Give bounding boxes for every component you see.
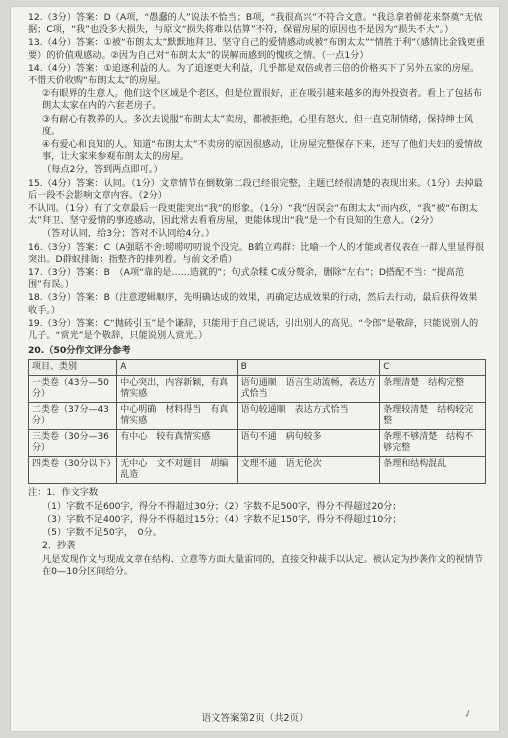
notes-copy-head: 2．抄袭 — [42, 540, 76, 552]
notes-copy-text: 凡是发现作文与现成文章在结构、立意等方面大量雷同的，直接交仲裁手以认定。被认定为抄袭作文的视情节在0—10分区间给分。 — [42, 553, 483, 577]
answer-14-item-4: ④有爱心和良知的人。知道“布朗太太”不卖房的原因很感动，让房屋完整保存下来，还写了他们夫妇的爱情故事，让大家来参观布朗太太的房屋。 — [42, 139, 483, 163]
table-cell: 中心突出，内容新颖，有真情实感 — [117, 376, 237, 403]
answer-14-head: 14.（4分）答案：①追逐利益的人。为了追逐更大利益，几乎都是双倍或者三倍的价格买下了另外五家的房屋。不惜天价收购“布朗太太”的房屋。 — [28, 62, 480, 87]
answer-14-item-3: ③有耐心有教养的人。多次去说服“布朗太太”卖房，都被拒绝，心里有怒火，但一直克制情绪，保持绅士风度。 — [42, 113, 474, 137]
page-footer: 语文答案第2页（共2页） — [201, 713, 309, 724]
table-cell: 条理不够清楚 结构不够完整 — [380, 430, 486, 457]
table-row — [29, 403, 486, 430]
table-cell: 条理较清楚 结构较完整 — [380, 403, 486, 430]
answer-17: 17.（3分）答案：B （A项“靠的是……造就的”；句式杂糅 C成分赘余，删除“左右”；D搭配不当：“提高范围”有误。） — [28, 267, 465, 291]
notes-line: （1）字数不足600字，得分不得超过30分；（2）字数不足500字，得分不得超过20分； — [42, 500, 402, 512]
answer-15-note: （答对认同，给3分；答对不认同给4分。） — [42, 228, 215, 240]
answer-18: 18.（3分）答案：B（注意逻辑顺序，先明确达成的效果，再确定达成效果的行动，然后去行动，最后获得效果收手。） — [28, 292, 478, 316]
table-header: 项目、类别 — [29, 360, 117, 376]
table-cell: 文理不通 语无伦次 — [237, 457, 380, 484]
answer-15-head: 15.（4分）答案：认同。（1分）文章情节在倒数第二段已经很完整，主题已经很清楚的表现出来。（1分）去掉最后一段不会影响文章内容。（2分） — [28, 177, 483, 201]
table-cell: 语句较通顺 表达方式恰当 — [237, 403, 380, 430]
answer-14-item-2: ②有眼界的生意人。他们这个区域是个老区，但是位置很好，正在吸引越来越多的海外投资者。看上了包括布朗太太家在内的六套老房子。 — [42, 88, 483, 112]
answer-15-body: 不认同。（1分）有了文章最后一段更能突出“我”的形象。（1分）“我”因误会“布朗太太”而内疚，“我”被“布朗太太”拜卫、坚守爱情的事迹感动，因此常去看看房屋，更能体现出“我”是一个有良知的生意人。（2分） — [28, 203, 478, 227]
table-cell: 条理和结构混乱 — [380, 457, 486, 484]
answer-16: 16.（3分）答案：C（A强聒不舍:唠唠叨叨说个没完。B鹤立鸡群：比喻一个人的才能或者仪表在一群人里显得很突出。D群蚁排衙：指整齐的排列着。与前文矛盾） — [28, 241, 485, 265]
table-cell: 有中心 较有真情实感 — [117, 430, 237, 457]
notes-head: 注：1．作文字数 — [28, 487, 99, 499]
answer-page — [10, 6, 500, 732]
table-cell: 四类卷（30分以下） — [29, 457, 117, 484]
notes-line: （3）字数不足400字，得分不得超过15分；（4）字数不足150字，得分不得超过10分； — [42, 513, 402, 525]
answer-19: 19.（3分）答案：C“抛砖引玉”是个谦辞，只能用于自己说话，引出别人的高见。“令郎”是敬辞，只能说别人的儿子。“赏光”是个敬辞，只能说别人赏光。） — [28, 317, 479, 342]
essay-score-table — [28, 359, 486, 484]
answer-13: 13.（4分）答案：①被“布朗太太”默默地拜卫、坚守自己的爱情感动或被“布朗太太”“情胜于利”（感情比金钱更重要）的价值观感动。②因为自己对“布朗太太”的误解而感到的愧疚之情。（一点1分） — [28, 37, 485, 61]
table-cell: 条理清楚 结构完整 — [380, 376, 486, 403]
table-cell: 三类卷（30分—36分） — [29, 430, 117, 457]
table-cell: 中心明确 材料得当 有真情实感 — [117, 403, 237, 430]
table-cell: 一类卷（43分—50分） — [29, 376, 117, 403]
essay-title: 20.（50分作文评分参考 — [28, 345, 131, 357]
table-cell: 二类卷（37分—43分） — [29, 403, 117, 430]
table-row — [29, 430, 486, 457]
answer-14-note: （每点2分，答到两点即可。） — [42, 164, 163, 176]
table-header-row — [29, 360, 486, 376]
answer-content — [28, 12, 486, 579]
check-mark-icon: ✓ — [461, 707, 474, 722]
table-cell: 语句通顺 语言生动流畅，表达方式恰当 — [237, 376, 380, 403]
table-cell: 语句不通 病句较多 — [237, 430, 380, 457]
table-header: B — [237, 360, 380, 376]
answer-12: 12.（3分）答案：D（A项，“愚蠢的人”说法不恰当；B项，“我很高兴”不符合文意。“我总拿着鲜花来祭奠”无依据；C项，“我”也没多大损失，与原文“损失将难以估算”不符，保留房屋的原因也不是因为“损失不大”。） — [28, 12, 483, 36]
table-cell: 无中心 文不对题目 胡编乱造 — [117, 457, 237, 484]
table-row — [29, 457, 486, 484]
table-header: C — [380, 360, 486, 376]
table-row — [29, 376, 486, 403]
notes-line: （5）字数不足50字， 0分。 — [42, 527, 162, 539]
table-header: A — [117, 360, 237, 376]
